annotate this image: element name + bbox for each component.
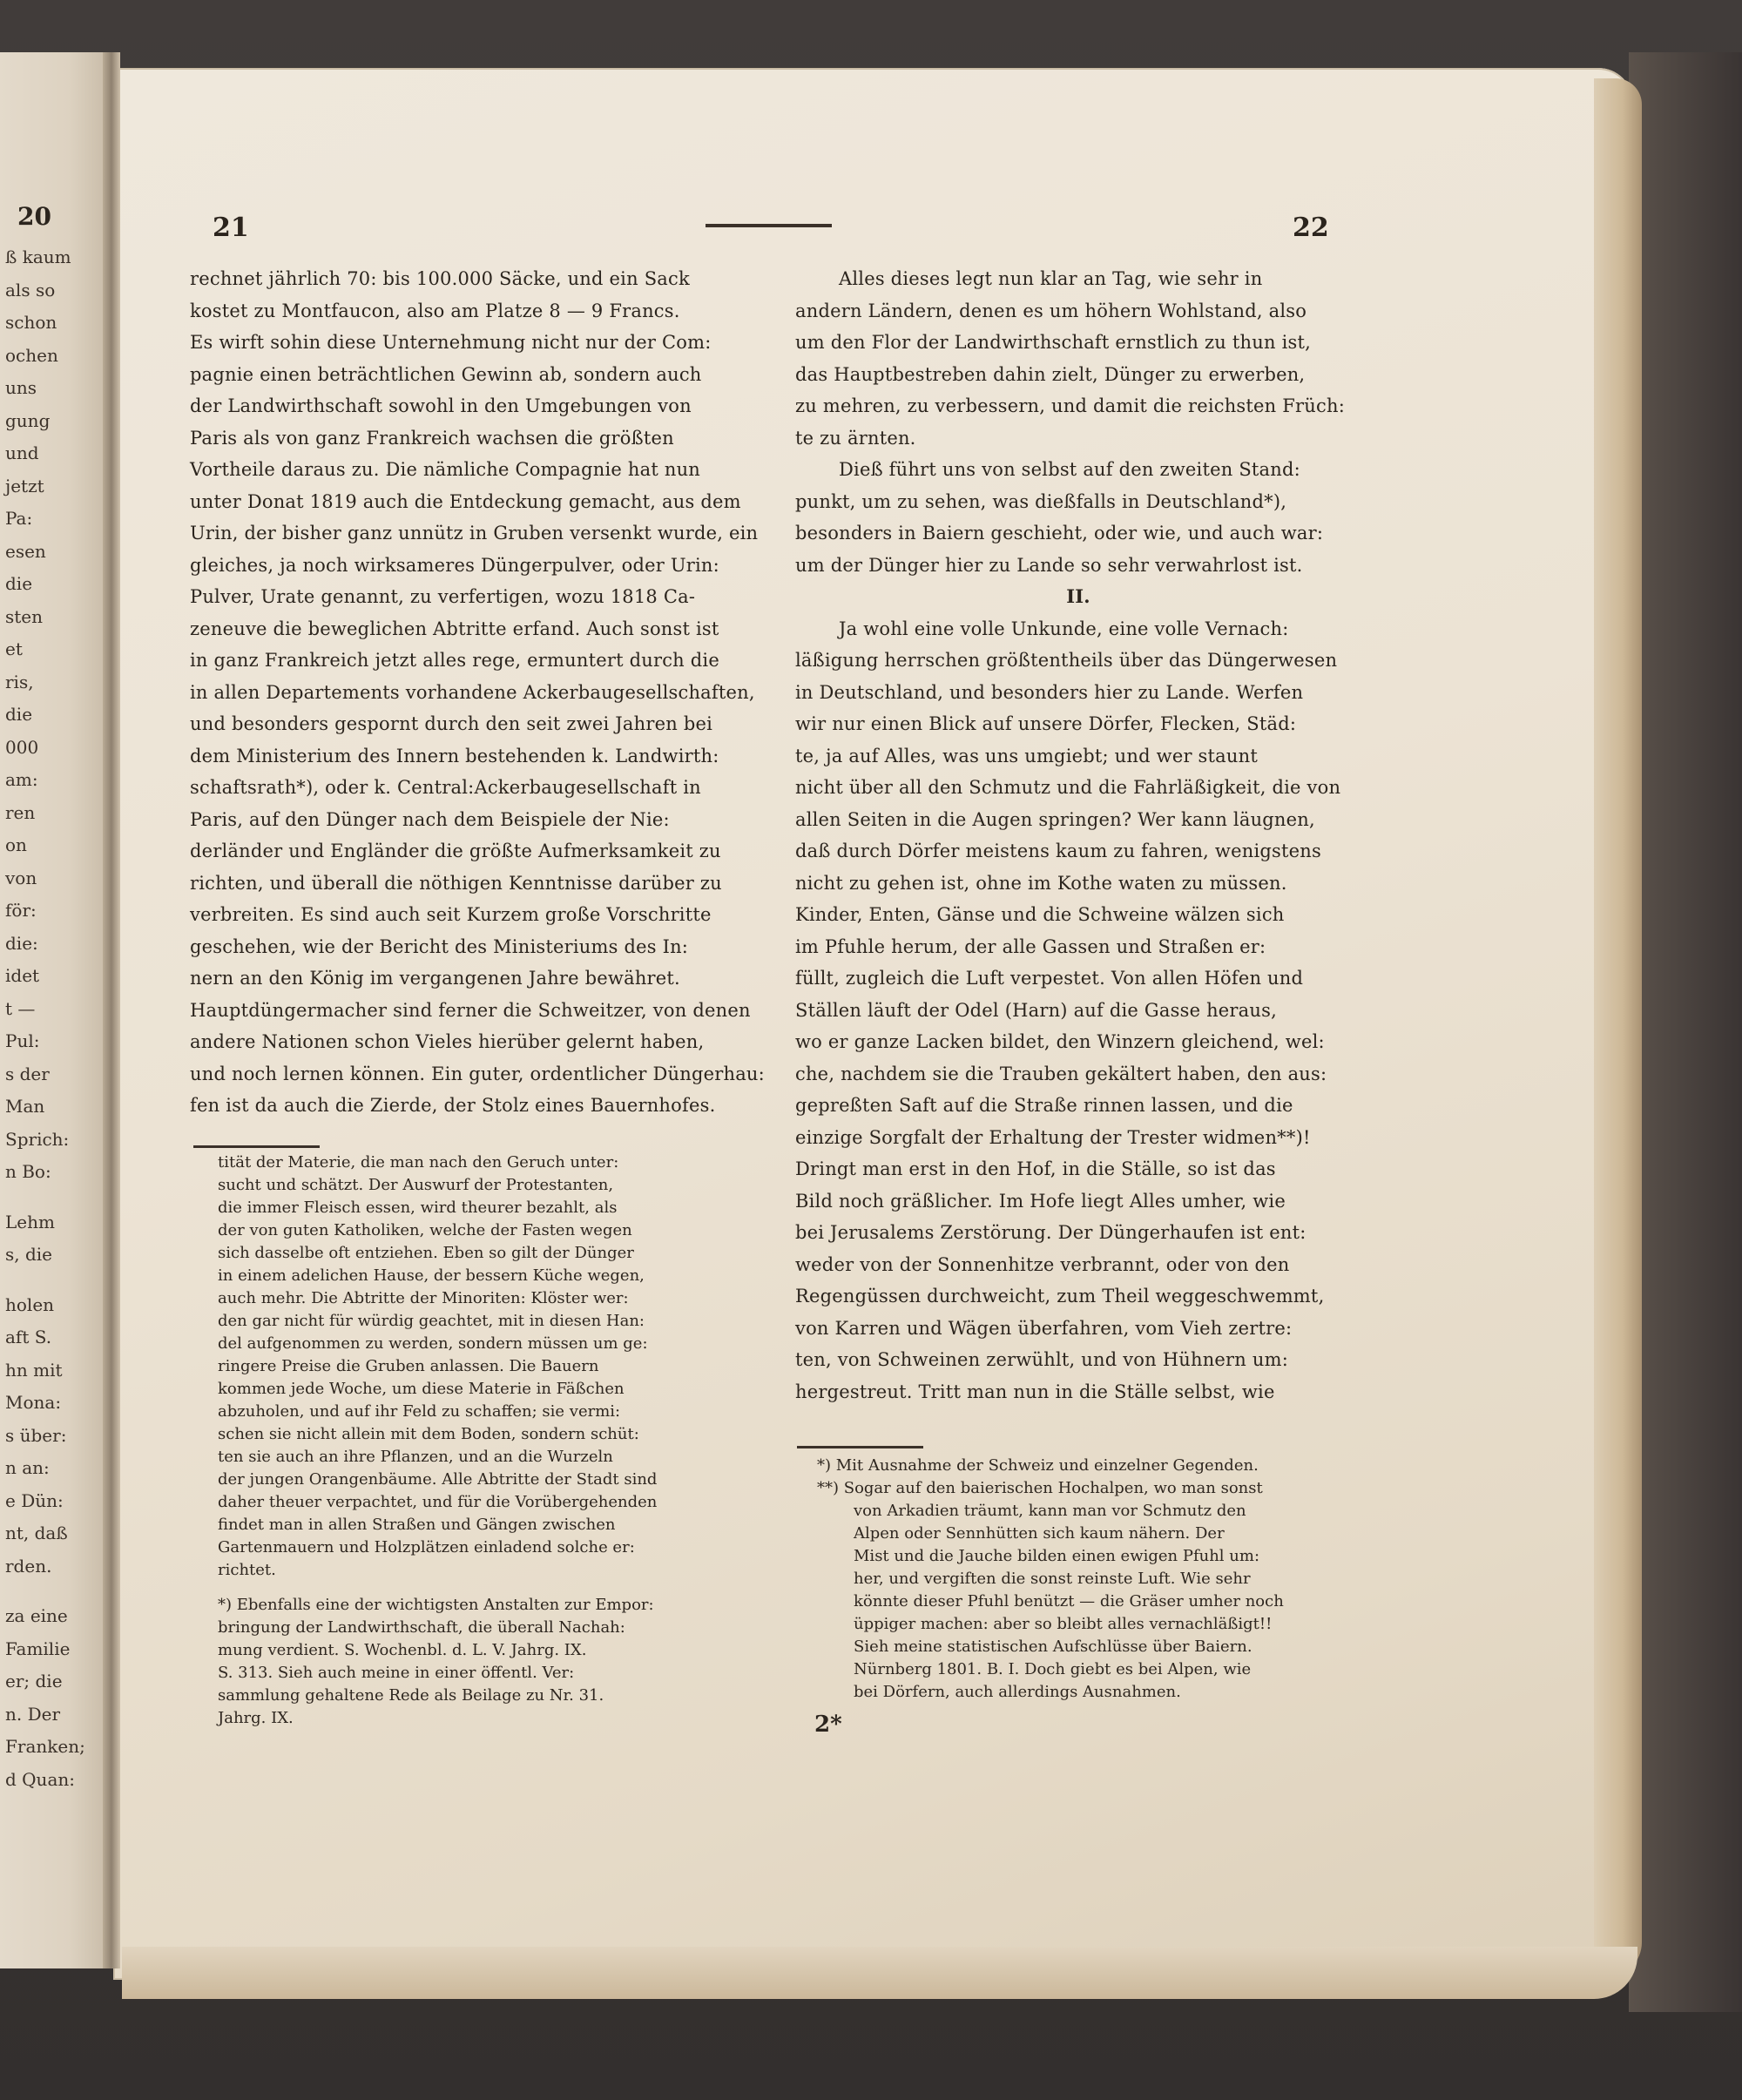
text-line: Vortheile daraus zu. Die nämliche Compagnie hat nun <box>190 459 701 480</box>
text-line: das Hauptbestreben dahin zielt, Dünger zu erwerben, <box>795 363 1306 385</box>
fragment-line: und <box>5 442 39 463</box>
text-line: Kinder, Enten, Gänse und die Schweine wälzen sich <box>795 904 1285 925</box>
right-footnote-rule <box>797 1446 923 1448</box>
fragment-line: holen <box>5 1293 55 1315</box>
text-line: sammlung gehaltene Rede als Beilage zu Nr. 31. <box>218 1686 604 1705</box>
page-number-left: 21 <box>213 213 249 243</box>
text-line: den gar nicht für würdig geachtet, mit in diesen Han: <box>218 1312 645 1330</box>
text-line: kommen jede Woche, um diese Materie in Fäßchen <box>218 1380 625 1398</box>
text-line: sucht und schätzt. Der Auswurf der Protestanten, <box>218 1176 614 1194</box>
text-line: richtet. <box>218 1561 276 1579</box>
text-line: bringung der Landwirthschaft, die überall Nachah: <box>218 1618 625 1637</box>
background-shadow <box>1629 52 1742 2012</box>
text-line: in einem adelichen Hause, der bessern Küche wegen, <box>218 1266 645 1285</box>
text-line: Sieh meine statistischen Aufschlüsse über Baiern. <box>854 1637 1252 1656</box>
header-rule <box>706 224 832 227</box>
text-line: in allen Departements vorhandene Ackerbaugesellschaften, <box>190 681 755 703</box>
fragment-line: Lehm <box>5 1211 55 1232</box>
text-line: im Pfuhle herum, der alle Gassen und Straßen er: <box>795 935 1266 957</box>
fragment-line: jetzt <box>5 475 44 496</box>
fragment-line: 000 <box>5 736 39 758</box>
text-line: gleiches, ja noch wirksameres Düngerpulver, oder Urin: <box>190 554 719 576</box>
text-line: Dringt man erst in den Hof, in die Ställe, so ist das <box>795 1158 1276 1179</box>
text-line: nicht über all den Schmutz und die Fahrläßigkeit, die von <box>795 777 1341 798</box>
text-line: her, und vergiften die sonst reinste Luft. Wie sehr <box>854 1570 1251 1588</box>
text-line: in Deutschland, und besonders hier zu Lande. Werfen <box>795 681 1304 703</box>
text-line: Hauptdüngermacher sind ferner die Schweitzer, von denen <box>190 999 751 1021</box>
text-line: schen sie nicht allein mit dem Boden, sondern schüt: <box>218 1425 639 1443</box>
text-line: kostet zu Montfaucon, also am Platze 8 — 9 Francs. <box>190 300 680 321</box>
page-edge <box>1594 78 1642 1977</box>
text-line: der von guten Katholiken, welche der Fasten wegen <box>218 1221 632 1239</box>
text-line: der jungen Orangenbäume. Alle Abtritte der Stadt sind <box>218 1470 658 1489</box>
fragment-line: Familie <box>5 1637 71 1659</box>
text-line: Regengüssen durchweicht, zum Theil weggeschwemmt, <box>795 1286 1325 1307</box>
text-line: che, nachdem sie die Trauben gekältert haben, den aus: <box>795 1063 1327 1084</box>
text-line: Paris, auf den Dünger nach dem Beispiele der Nie: <box>190 808 670 830</box>
fragment-line: idet <box>5 965 40 986</box>
text-line: Paris als von ganz Frankreich wachsen die größten <box>190 427 674 449</box>
fragment-line: die: <box>5 932 38 954</box>
fragment-line: Franken; <box>5 1736 85 1757</box>
text-line: zeneuve die beweglichen Abtritte erfand. Auch sonst ist <box>190 618 719 639</box>
fragment-line: sten <box>5 605 44 627</box>
text-line: der Landwirthschaft sowohl in den Umgebungen von <box>190 395 692 416</box>
text-line: hergestreut. Tritt man nun in die Ställe selbst, wie <box>795 1381 1275 1402</box>
text-line: wir nur einen Blick auf unsere Dörfer, Flecken, Städ: <box>795 713 1297 734</box>
text-line: ten, von Schweinen zerwühlt, und von Hühnern um: <box>795 1349 1288 1370</box>
text-line: Nürnberg 1801. B. I. Doch giebt es bei Alpen, wie <box>854 1660 1252 1678</box>
fragment-line: za eine <box>5 1605 68 1626</box>
text-line: Mist und die Jauche bilden einen ewigen Pfuhl um: <box>854 1547 1260 1565</box>
text-line: ten sie auch an ihre Pflanzen, und an die Wurzeln <box>218 1448 613 1466</box>
text-line: andere Nationen schon Vieles hierüber gelernt haben, <box>190 1031 705 1052</box>
text-line: bei Dörfern, auch allerdings Ausnahmen. <box>854 1683 1181 1701</box>
text-line: dem Ministerium des Innern bestehenden k. Landwirth: <box>190 745 719 766</box>
text-line: könnte dieser Pfuhl benützt — die Gräser umher noch <box>854 1592 1284 1610</box>
text-line: mung verdient. S. Wochenbl. d. L. V. Jahrg. IX. <box>218 1641 587 1659</box>
fragment-line: nt, daß <box>5 1523 68 1543</box>
fragment-line: gung <box>5 409 51 431</box>
right-column-text <box>795 263 1361 1408</box>
text-line: Gartenmauern und Holzplätzen einladend solche er: <box>218 1538 635 1556</box>
fragment-line: hn mit <box>5 1359 63 1381</box>
text-line: Jahrg. IX. <box>218 1709 294 1727</box>
text-line: ringere Preise die Gruben anlassen. Die Bauern <box>218 1357 599 1375</box>
fragment-line: n Bo: <box>5 1161 51 1182</box>
text-line: füllt, zugleich die Luft verpestet. Von allen Höfen und <box>795 968 1304 989</box>
text-line: pagnie einen beträchtlichen Gewinn ab, sondern auch <box>190 363 702 385</box>
text-line: Ja wohl eine volle Unkunde, eine volle Vernach: <box>839 618 1289 639</box>
text-line: Urin, der bisher ganz unnütz in Gruben versenkt wurde, ein <box>190 523 759 544</box>
left-fragment-page-number: 20 <box>17 202 51 231</box>
text-line: Alles dieses legt nun klar an Tag, wie sehr in <box>839 268 1263 289</box>
fragment-line: Mona: <box>5 1392 62 1413</box>
fragment-line: uns <box>5 377 37 398</box>
text-line: nicht zu gehen ist, ohne im Kothe waten zu müssen. <box>795 872 1287 894</box>
text-line: besonders in Baiern geschieht, oder wie, und auch war: <box>795 523 1324 544</box>
fragment-line: die <box>5 704 33 725</box>
text-line: **) Sogar auf den baierischen Hochalpen, wo man sonst <box>817 1479 1263 1497</box>
left-footnote-rule <box>193 1145 320 1148</box>
text-line: andern Ländern, denen es um höhern Wohlstand, also <box>795 300 1307 321</box>
text-line: läßigung herrschen größtentheils über das Düngerwesen <box>795 650 1338 671</box>
left-column-text <box>190 263 765 1122</box>
text-line: von Karren und Wägen überfahren, vom Vieh zertre: <box>795 1317 1293 1339</box>
fragment-line: et <box>5 638 23 659</box>
text-line: unter Donat 1819 auch die Entdeckung gemacht, aus dem <box>190 490 741 512</box>
text-line: Ställen läuft der Odel (Harn) auf die Gasse heraus, <box>795 999 1277 1021</box>
fragment-line: Pa: <box>5 508 33 529</box>
fragment-line: s der <box>5 1063 50 1084</box>
text-line: *) Mit Ausnahme der Schweiz und einzelner Gegenden. <box>817 1456 1259 1475</box>
text-line: von Arkadien träumt, kann man vor Schmutz den <box>854 1502 1246 1520</box>
fragment-line: esen <box>5 540 46 562</box>
text-line: derländer und Engländer die größte Aufmerksamkeit zu <box>190 841 721 861</box>
fragment-line: ß kaum <box>5 246 71 267</box>
text-line: del aufgenommen zu werden, sondern müssen um ge: <box>218 1334 648 1353</box>
text-line: um den Flor der Landwirthschaft ernstlich zu thun ist, <box>795 332 1311 353</box>
text-line: nern an den König im vergangenen Jahre bewähret. <box>190 968 680 989</box>
text-line: sich dasselbe oft entziehen. Eben so gilt der Dünger <box>218 1244 634 1262</box>
text-line: abzuholen, und auf ihr Feld zu schaffen; sie vermi: <box>218 1402 621 1421</box>
text-line: daß durch Dörfer meistens kaum zu fahren, wenigstens <box>795 841 1321 861</box>
text-line: te zu ärnten. <box>795 427 916 449</box>
text-line: die immer Fleisch essen, wird theurer bezahlt, als <box>218 1199 618 1217</box>
text-line: Pulver, Urate genannt, zu verfertigen, wozu 1818 Ca- <box>190 586 696 607</box>
left-column-footnotes <box>218 1151 753 1730</box>
fragment-line: Pul: <box>5 1030 40 1051</box>
fragment-line: s über: <box>5 1424 67 1446</box>
text-line: S. 313. Sieh auch meine in einer öffentl. Ver: <box>218 1664 575 1682</box>
text-line: Alpen oder Sennhütten sich kaum nähern. Der <box>854 1524 1225 1543</box>
text-line: in ganz Frankreich jetzt alles rege, ermuntert durch die <box>190 650 719 671</box>
text-line: daher theuer verpachtet, und für die Vorübergehenden <box>218 1493 658 1511</box>
text-line: verbreiten. Es sind auch seit Kurzem große Vorschritte <box>190 904 712 925</box>
fragment-line: schon <box>5 312 57 333</box>
text-line: Bild noch gräßlicher. Im Hofe liegt Alles umher, wie <box>795 1190 1286 1212</box>
text-line: einzige Sorgfalt der Erhaltung der Trester widmen**)! <box>795 1126 1311 1148</box>
fragment-line: e Dün: <box>5 1489 64 1511</box>
text-line: schaftsrath*), oder k. Central:Ackerbaugesellschaft in <box>190 777 701 798</box>
fragment-line: am: <box>5 769 38 790</box>
text-line: te, ja auf Alles, was uns umgiebt; und wer staunt <box>795 745 1258 766</box>
text-line: bei Jerusalems Zerstörung. Der Düngerhaufen ist ent: <box>795 1222 1306 1243</box>
text-line: und noch lernen können. Ein guter, ordentlicher Düngerhau: <box>190 1063 765 1084</box>
fragment-line: Sprich: <box>5 1128 70 1150</box>
page-number-right: 22 <box>1293 213 1329 243</box>
fragment-line: ochen <box>5 344 58 366</box>
text-line: *) Ebenfalls eine der wichtigsten Anstalten zur Empor: <box>218 1596 654 1614</box>
fragment-line: s, die <box>5 1244 53 1265</box>
fragment-line: Man <box>5 1096 45 1117</box>
fragment-line: on <box>5 834 27 855</box>
text-line: zu mehren, zu verbessern, und damit die reichsten Früch: <box>795 395 1345 416</box>
fragment-line: ris, <box>5 671 34 692</box>
book-gutter <box>103 52 120 1968</box>
fragment-line: d Quan: <box>5 1768 75 1790</box>
text-line: üppiger machen: aber so bleibt alles vernachläßigt!! <box>854 1615 1273 1633</box>
fragment-line: als so <box>5 279 56 300</box>
text-line: Es wirft sohin diese Unternehmung nicht nur der Com: <box>190 332 712 353</box>
text-line: weder von der Sonnenhitze verbrannt, oder von den <box>795 1253 1290 1275</box>
text-line: punkt, um zu sehen, was dießfalls in Deutschland*), <box>795 490 1287 512</box>
fragment-line: t — <box>5 997 36 1019</box>
text-line: allen Seiten in die Augen springen? Wer kann läugnen, <box>795 808 1315 830</box>
text-line: um der Dünger hier zu Lande so sehr verwahrlost ist. <box>795 554 1303 576</box>
page-bottom-edge <box>122 1947 1637 1999</box>
text-line: richten, und überall die nöthigen Kenntnisse darüber zu <box>190 872 722 894</box>
fragment-line: von <box>5 867 37 888</box>
fragment-line: ren <box>5 801 36 823</box>
text-line: rechnet jährlich 70: bis 100.000 Säcke, und ein Sack <box>190 268 690 289</box>
fragment-line: er; die <box>5 1671 63 1691</box>
fragment-line: för: <box>5 900 37 921</box>
text-line: wo er ganze Lacken bildet, den Winzern gleichend, wel: <box>795 1031 1325 1052</box>
text-line: geschehen, wie der Bericht des Ministeriums des In: <box>190 935 689 957</box>
fragment-line: n. Der <box>5 1703 61 1725</box>
right-column-footnotes <box>817 1455 1361 1704</box>
text-line: tität der Materie, die man nach den Geruch unter: <box>218 1153 619 1172</box>
text-line: Dieß führt uns von selbst auf den zweiten Stand: <box>839 459 1300 480</box>
text-line: auch mehr. Die Abtritte der Minoriten: Klöster wer: <box>218 1289 629 1307</box>
fragment-line: n an: <box>5 1457 50 1478</box>
text-line: findet man in allen Straßen und Gängen zwischen <box>218 1516 616 1534</box>
text-line: gepreßten Saft auf die Straße rinnen lassen, und die <box>795 1095 1293 1116</box>
text-line: II. <box>1066 585 1090 607</box>
fragment-line: rden. <box>5 1555 52 1577</box>
fragment-line: aft S. <box>5 1327 52 1347</box>
fragment-line: die <box>5 573 33 594</box>
text-line: und besonders gespornt durch den seit zwei Jahren bei <box>190 713 713 734</box>
signature-mark: 2* <box>814 1712 842 1738</box>
text-line: fen ist da auch die Zierde, der Stolz eines Bauernhofes. <box>190 1095 716 1116</box>
